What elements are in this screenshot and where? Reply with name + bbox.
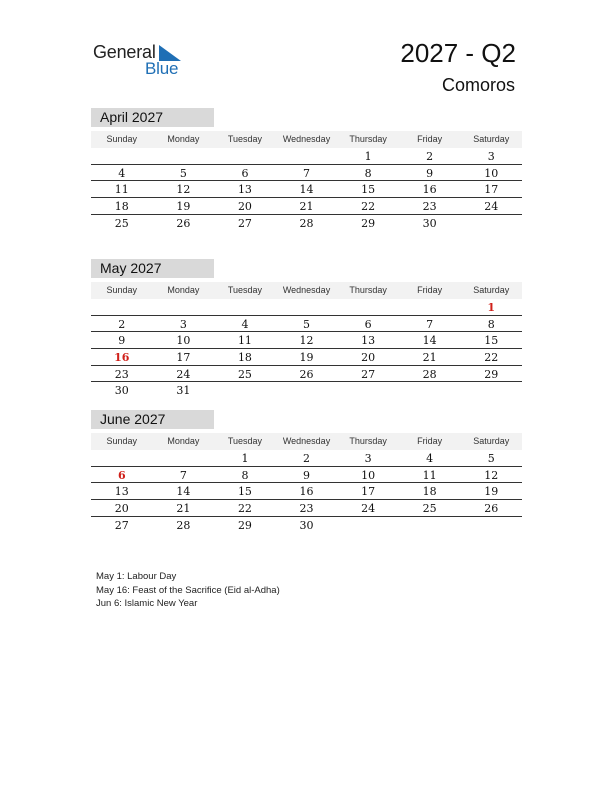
day-cell: 21	[422, 351, 437, 365]
day-cell: 23	[422, 200, 437, 214]
day-cell: 21	[299, 200, 314, 214]
weekday-label: Friday	[417, 134, 443, 144]
day-cell: 18	[114, 200, 129, 214]
holiday-note: Jun 6: Islamic New Year	[96, 598, 198, 609]
day-cell: 14	[176, 485, 191, 499]
day-cell	[399, 517, 461, 534]
day-cell: 25	[237, 367, 252, 381]
weekday-label: Saturday	[473, 134, 510, 144]
day-cell: 24	[361, 502, 376, 516]
day-cell: 2	[426, 150, 434, 163]
day-cell: 30	[422, 216, 437, 230]
day-cell: 23	[114, 367, 129, 381]
week-row	[91, 382, 522, 399]
day-cell: 28	[422, 367, 437, 381]
month-may	[91, 259, 522, 399]
week-rows	[91, 148, 522, 231]
day-cell: 15	[237, 485, 252, 499]
logo	[93, 42, 193, 78]
week-row	[91, 165, 522, 182]
day-cell: 28	[176, 518, 191, 532]
week-row	[91, 349, 522, 366]
day-cell: 15	[361, 183, 376, 197]
day-cell: 8	[487, 317, 495, 331]
day-cell: 20	[361, 351, 376, 365]
day-cell	[153, 148, 215, 164]
weekday-label: Saturday	[473, 285, 510, 295]
weekday-header-row	[91, 131, 522, 148]
day-cell: 11	[422, 468, 437, 482]
day-cell	[399, 299, 461, 315]
weekday-label: Wednesday	[282, 285, 331, 295]
day-cell: 25	[422, 502, 437, 516]
day-cell: 15	[484, 334, 499, 348]
day-cell: 12	[299, 334, 314, 348]
day-cell: 7	[303, 166, 311, 180]
day-cell: 16	[422, 183, 437, 197]
day-cell: 6	[364, 317, 372, 331]
day-cell: 26	[176, 216, 191, 230]
day-cell	[214, 148, 276, 164]
day-cell	[153, 299, 215, 315]
day-cell	[214, 382, 276, 399]
day-cell: 6	[117, 468, 126, 482]
day-cell: 18	[237, 351, 252, 365]
day-cell	[214, 299, 276, 315]
day-cell: 10	[484, 166, 499, 180]
day-cell: 9	[303, 468, 311, 482]
day-cell	[276, 382, 338, 399]
day-cell	[276, 148, 338, 164]
week-rows	[91, 299, 522, 399]
week-row	[91, 198, 522, 215]
day-cell: 13	[237, 183, 252, 197]
day-cell: 21	[176, 502, 191, 516]
day-cell: 22	[237, 502, 252, 516]
week-rows	[91, 450, 522, 533]
logo-general-text: General	[93, 42, 156, 62]
day-cell: 3	[487, 150, 495, 163]
weekday-label: Monday	[167, 134, 200, 144]
weekday-label: Tuesday	[227, 285, 263, 295]
day-cell: 17	[176, 351, 191, 365]
day-cell: 19	[176, 200, 191, 214]
country-name: Comoros	[441, 75, 515, 95]
week-row	[91, 148, 522, 165]
day-cell: 12	[484, 468, 499, 482]
week-row	[91, 500, 522, 517]
day-cell: 4	[426, 452, 434, 465]
day-cell: 2	[118, 317, 126, 331]
day-cell	[460, 382, 522, 399]
day-cell: 8	[241, 468, 249, 482]
day-cell: 14	[299, 183, 314, 197]
month-title: June 2027	[91, 410, 214, 429]
weekday-label: Wednesday	[282, 134, 331, 144]
day-cell: 4	[118, 166, 126, 180]
day-cell	[91, 299, 153, 315]
day-cell: 18	[422, 485, 437, 499]
weekday-label: Monday	[167, 436, 200, 446]
holiday-note: May 1: Labour Day	[96, 571, 177, 582]
weekday-label: Monday	[167, 285, 200, 295]
month-april	[91, 108, 522, 231]
day-cell: 13	[114, 485, 129, 499]
day-cell: 24	[484, 200, 499, 214]
day-cell: 10	[176, 334, 191, 348]
day-cell: 19	[299, 351, 314, 365]
page-title: 2027 - Q2	[400, 38, 516, 68]
day-cell: 1	[364, 150, 372, 163]
day-cell: 27	[361, 367, 376, 381]
day-cell: 22	[361, 200, 376, 214]
week-row	[91, 332, 522, 349]
day-cell: 24	[176, 367, 191, 381]
day-cell: 10	[361, 468, 376, 482]
day-cell: 3	[364, 452, 372, 465]
weekday-label: Sunday	[106, 436, 138, 446]
day-cell: 2	[303, 452, 311, 465]
day-cell: 16	[114, 351, 130, 365]
day-cell: 29	[237, 518, 252, 532]
weekday-header-row	[91, 433, 522, 450]
week-row	[91, 366, 522, 383]
day-cell: 1	[487, 301, 496, 314]
day-cell: 17	[484, 183, 499, 197]
weekday-label: Friday	[417, 285, 443, 295]
day-cell: 28	[299, 216, 314, 230]
day-cell	[153, 450, 215, 466]
day-cell: 3	[179, 317, 187, 331]
day-cell: 4	[241, 317, 249, 331]
week-row	[91, 467, 522, 484]
weekday-label: Wednesday	[282, 436, 331, 446]
day-cell: 5	[303, 317, 311, 331]
day-cell: 27	[237, 216, 252, 230]
weekday-label: Friday	[417, 436, 443, 446]
day-cell	[460, 215, 522, 232]
holiday-note: May 16: Feast of the Sacrifice (Eid al-Adha)	[96, 584, 280, 596]
month-title: May 2027	[91, 259, 214, 278]
day-cell: 16	[299, 485, 314, 499]
weekday-label: Thursday	[349, 436, 387, 446]
day-cell: 26	[484, 502, 499, 516]
weekday-label: Thursday	[349, 134, 387, 144]
day-cell: 7	[426, 317, 434, 331]
day-cell: 17	[361, 485, 376, 499]
day-cell: 5	[487, 452, 495, 465]
weekday-header-row	[91, 282, 522, 299]
day-cell: 26	[299, 367, 314, 381]
day-cell	[399, 382, 461, 399]
day-cell	[337, 517, 399, 534]
day-cell	[91, 450, 153, 466]
day-cell: 12	[176, 183, 191, 197]
day-cell	[276, 299, 338, 315]
week-row	[91, 299, 522, 316]
day-cell: 29	[361, 216, 376, 230]
month-june	[91, 410, 522, 533]
day-cell: 9	[118, 334, 126, 348]
week-row	[91, 316, 522, 333]
day-cell: 8	[364, 166, 372, 180]
weekday-label: Tuesday	[227, 134, 263, 144]
day-cell: 14	[422, 334, 437, 348]
day-cell: 11	[237, 334, 252, 348]
weekday-label: Sunday	[106, 134, 138, 144]
logo-blue-text: Blue	[145, 59, 179, 78]
day-cell: 9	[426, 166, 434, 180]
day-cell: 25	[114, 216, 129, 230]
day-cell: 5	[179, 166, 187, 180]
day-cell: 1	[241, 452, 249, 465]
day-cell: 31	[176, 384, 191, 398]
weekday-label: Tuesday	[227, 436, 263, 446]
day-cell: 22	[484, 351, 499, 365]
day-cell: 20	[114, 502, 129, 516]
week-row	[91, 215, 522, 232]
day-cell	[337, 382, 399, 399]
day-cell: 30	[114, 384, 129, 398]
week-row	[91, 181, 522, 198]
day-cell: 20	[237, 200, 252, 214]
day-cell: 7	[179, 468, 187, 482]
day-cell: 30	[299, 518, 314, 532]
week-row	[91, 517, 522, 534]
weekday-label: Sunday	[106, 285, 138, 295]
day-cell: 27	[114, 518, 129, 532]
week-row	[91, 450, 522, 467]
weekday-label: Saturday	[473, 436, 510, 446]
day-cell: 23	[299, 502, 314, 516]
day-cell: 29	[484, 367, 499, 381]
holiday-notes	[96, 570, 280, 611]
day-cell	[460, 517, 522, 534]
day-cell	[337, 299, 399, 315]
day-cell: 13	[361, 334, 376, 348]
day-cell	[91, 148, 153, 164]
weekday-label: Thursday	[349, 285, 387, 295]
day-cell: 11	[114, 183, 129, 197]
week-row	[91, 483, 522, 500]
month-title: April 2027	[91, 108, 214, 127]
day-cell: 6	[241, 166, 249, 180]
day-cell: 19	[484, 485, 499, 499]
